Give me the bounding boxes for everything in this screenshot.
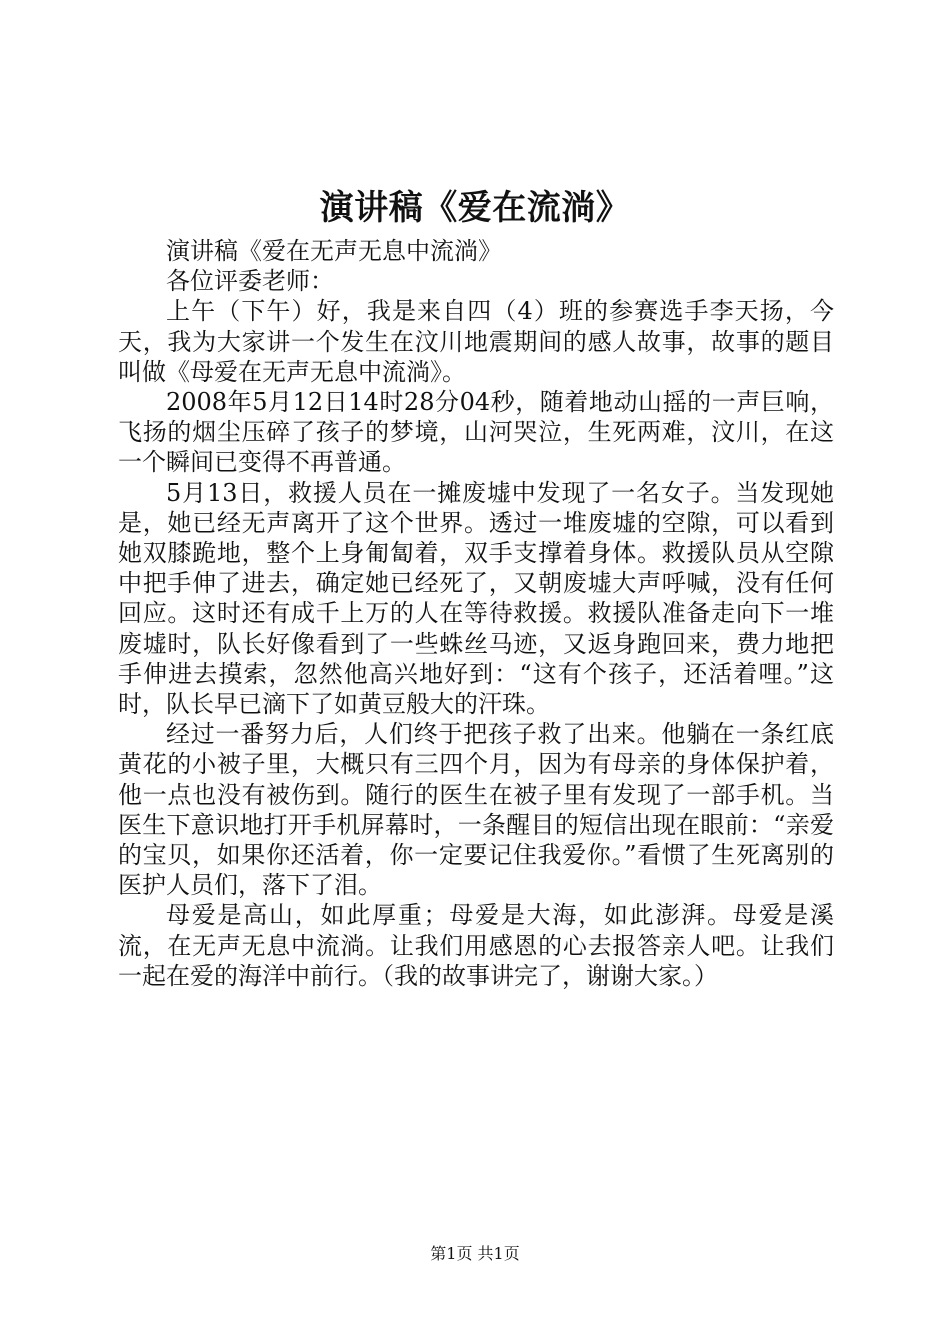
- paragraph-conclusion: 母爱是高山，如此厚重；母爱是大海，如此澎湃。母爱是溪流，在无声无息中流淌。让我们用感恩的心去报答亲人吧。让我们一起在爱的海洋中前行。（我的故事讲完了，谢谢大家。）: [118, 901, 834, 990]
- paragraph-earthquake: 2008年5月12日14时28分04秒，随着地动山摇的一声巨响，飞扬的烟尘压碎了孩子的梦境，山河哭泣，生死两难，汶川，在这一个瞬间已变得不再普通。: [118, 388, 834, 477]
- page-footer: 第1页 共1页: [430, 1244, 520, 1263]
- document-body: [118, 236, 834, 991]
- paragraph-rescue: 5月13日，救援人员在一摊废墟中发现了一名女子。当发现她是，她已经无声离开了这个世界。透过一堆废墟的空隙，可以看到她双膝跪地，整个上身匍匐着，双手支撑着身体。救援队员从空隙中把手伸了进去，确定她已经死了，又朝废墟大声呼喊，没有任何回应。这时还有成千上万的人在等待救援。救援队准备走向下一堆废墟时，队长好像看到了一些蛛丝马迹，又返身跑回来，费力地把手伸进去摸索，忽然他高兴地好到：“这有个孩子，还活着哩。”这时，队长早已滴下了如黄豆般大的汗珠。: [118, 478, 834, 719]
- paragraph-subtitle: 演讲稿《爱在无声无息中流淌》: [166, 237, 502, 265]
- paragraph-salutation: 各位评委老师：: [166, 267, 334, 296]
- paragraph-greeting: 上午（下午）好，我是来自四（4）班的参赛选手李天扬，今天，我为大家讲一个发生在汶川地震期间的感人故事，故事的题目叫做《母爱在无声无息中流淌》。: [118, 297, 834, 386]
- paragraph-baby: 经过一番努力后，人们终于把孩子救了出来。他躺在一条红底黄花的小被子里，大概只有三四个月，因为有母亲的身体保护着，他一点也没有被伤到。随行的医生在被子里有发现了一部手机。当医生下意识地打开手机屏幕时，一条醒目的短信出现在眼前：“亲爱的宝贝，如果你还活着，你一定要记住我爱你。”看惯了生死离别的医护人员们，落下了泪。: [118, 720, 834, 900]
- document-title: 演讲稿《爱在流淌》: [319, 188, 631, 228]
